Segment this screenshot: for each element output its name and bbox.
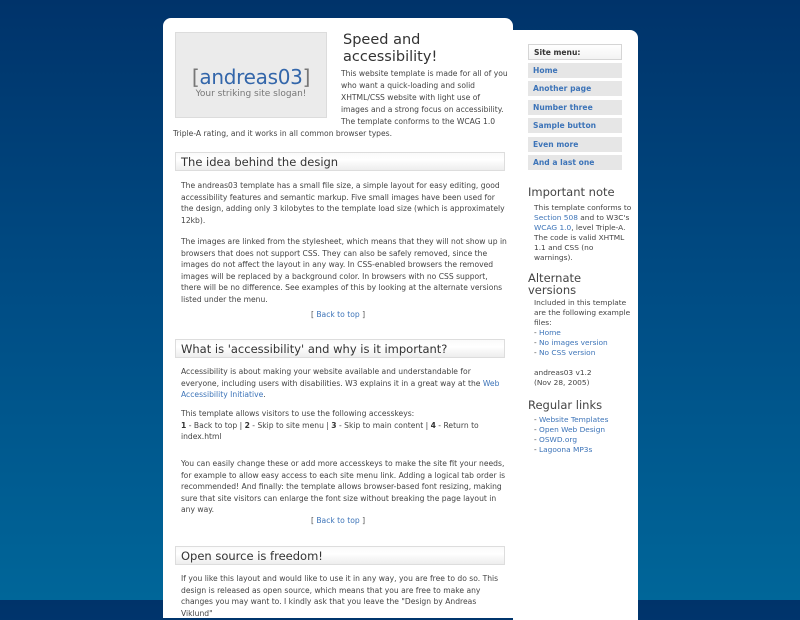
menu-item-home[interactable]: Home	[528, 63, 622, 79]
section-heading: What is 'accessibility' and why is it important?	[175, 339, 505, 358]
link-lagoona[interactable]: Lagoona MP3s	[539, 445, 593, 454]
site-slogan: Your striking site slogan!	[195, 89, 307, 99]
paragraph: You can easily change these or add more accesskeys to make the site fit your needs, for example to allow easy access to each site menu link. Adding a logical tab order is recommended! And finally: the template allows browser-based font resizing, making sure that site visitors can enlarge the font size without breaking the page layout in any way.	[181, 459, 506, 514]
menu-item-another-page[interactable]: Another page	[528, 81, 622, 97]
menu-item-even-more[interactable]: Even more	[528, 137, 622, 153]
alt-link-no-images[interactable]: No images version	[539, 338, 608, 347]
site-menu-title: Site menu:	[528, 44, 622, 60]
alt-link-no-css[interactable]: No CSS version	[539, 348, 596, 357]
alternate-versions-text: Included in this template are the following example files: - Home - No images version - No CSS version andreas03 v1.2 (Nov 28, 2005)	[534, 298, 631, 387]
paragraph: The andreas03 template has a small file size, a simple layout for easy editing, good accessibility features and semantic markup. Five small images have been used for the design, adding only 3 kilobytes to the template load size (which is approximately 12kb).	[181, 181, 505, 225]
back-to-top-link[interactable]: Back to top	[316, 516, 360, 525]
menu-item-sample-button[interactable]: Sample button	[528, 118, 622, 134]
main-content	[163, 18, 513, 618]
section-heading: The idea behind the design	[175, 152, 505, 171]
sidebar	[513, 30, 638, 620]
section-heading: Open source is freedom!	[175, 546, 505, 565]
important-note-heading: Important note	[528, 185, 615, 199]
site-menu	[528, 44, 622, 174]
regular-links-list: - Website Templates - Open Web Design - OSWD.org - Lagoona MP3s	[534, 415, 609, 454]
paragraph: Accessibility is about making your website available and understandable for everyone, including users with disabilities. W3 explains it in a great way at the Web Accessibility Initiative.	[181, 367, 500, 399]
alt-link-home[interactable]: Home	[539, 328, 561, 337]
regular-links-heading: Regular links	[528, 398, 603, 412]
link-website-templates[interactable]: Website Templates	[539, 415, 609, 424]
intro-title: Speed and accessibility!	[343, 32, 438, 65]
link-open-web-design[interactable]: Open Web Design	[539, 425, 606, 434]
alternate-versions-heading: Alternate versions	[528, 271, 582, 297]
page-container	[163, 18, 638, 618]
paragraph: The images are linked from the stylesheet, which means that they will not show up in browsers that does not support CSS. They can also be safely removed, since the images do not affect the layout in any way. In CSS-enabled browsers the removed images will be replaced by a background color. In browsers with no CSS support, there will be no difference. See examples of this by looking at the alternate versions listed under the menu.	[181, 237, 507, 304]
paragraph: If you like this layout and would like to use it in any way, you are free to do so. This design is released as open source, which means that you are free to make any changes you may want to. I kindly ask that you leave the "Design by Andreas Viklund"	[181, 574, 499, 618]
menu-item-last-one[interactable]: And a last one	[528, 155, 622, 171]
accesskeys-paragraph: This template allows visitors to use the following accesskeys: 1 - Back to top | 2 - Skip to site menu | 3 - Skip to main content | 4 - Return to index.html	[181, 409, 479, 441]
site-name: [andreas03]	[191, 65, 311, 89]
back-to-top-link[interactable]: Back to top	[316, 310, 360, 319]
wcag-link[interactable]: WCAG 1.0	[534, 223, 572, 232]
wai-link[interactable]: Web Accessibility Initiative	[181, 378, 500, 399]
back-to-top: [ Back to top ]	[310, 516, 366, 525]
section-508-link[interactable]: Section 508	[534, 213, 578, 222]
intro-text: This website template is made for all of you who want a quick-loading and solid XHTML/CSS website with light use of images and a strong focus on accessibility. The template conforms to the WCAG 1.0 Triple-A rating, and it works in all common browser types.	[173, 69, 508, 138]
back-to-top: [ Back to top ]	[310, 310, 366, 319]
important-note-text: This template conforms to Section 508 and to W3C's WCAG 1.0, level Triple-A. The code is valid XHTML 1.1 and CSS (no warnings).	[534, 203, 632, 262]
menu-item-number-three[interactable]: Number three	[528, 100, 622, 116]
link-oswd[interactable]: OSWD.org	[539, 435, 578, 444]
